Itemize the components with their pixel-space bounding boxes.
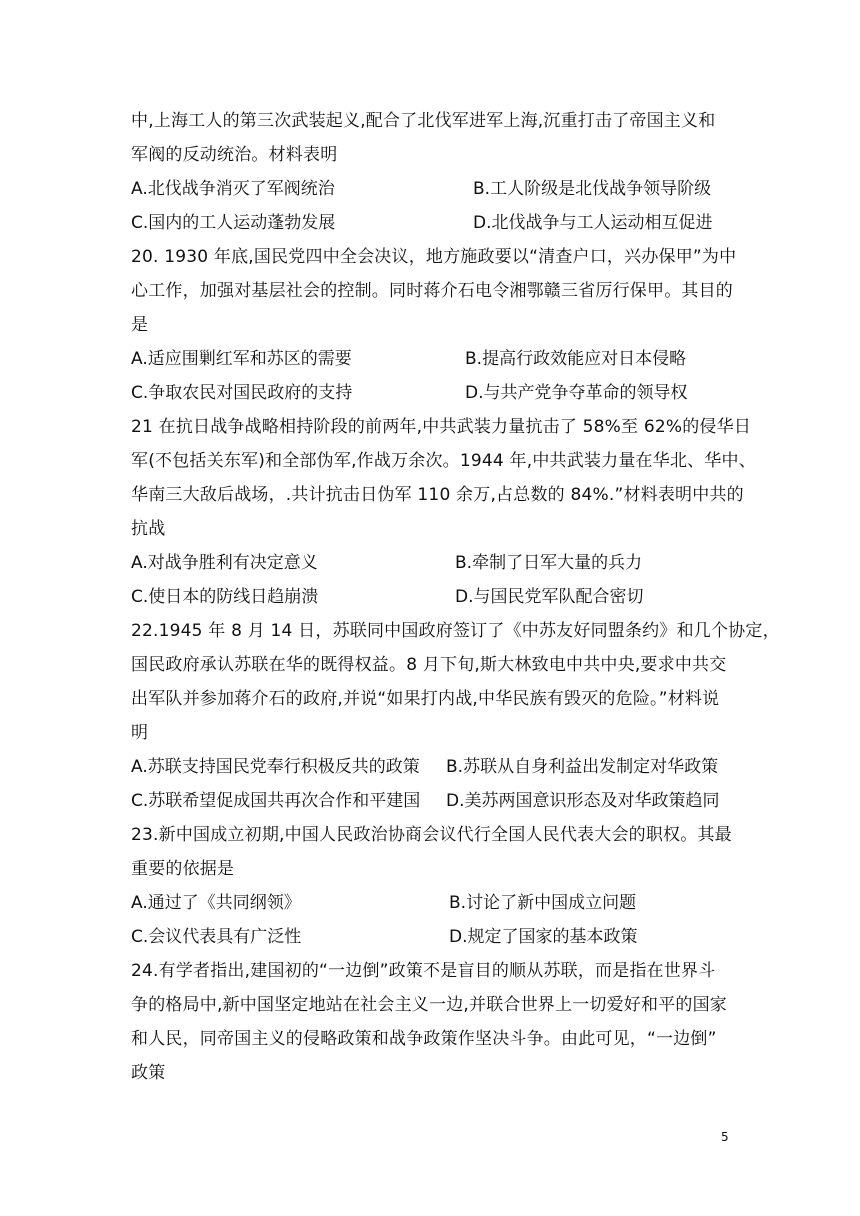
q21-text-line-4: 抗战 [131, 519, 166, 539]
q20-text-line-2: 心工作，加强对基层社会的控制。同时蒋介石电令湘鄂赣三省厉行保甲。其目的 [131, 281, 733, 301]
q19-option-a: A.北伐战争消灭了军阀统治 [131, 179, 335, 199]
q24-text-line-4: 政策 [131, 1063, 166, 1083]
q23-option-d: D.规定了国家的基本政策 [449, 927, 638, 947]
q21-option-a: A.对战争胜利有决定意义 [131, 553, 318, 573]
q21-text-line-2: 军(不包括关东军)和全部伪军,作战万余次。1944 年,中共武装力量在华北、华中、 [131, 451, 756, 471]
q22-text-line-2: 国民政府承认苏联在华的既得权益。8 月下旬,斯大林致电中共中央,要求中共交 [131, 655, 727, 675]
q20-option-a: A.适应围剿红军和苏区的需要 [131, 349, 352, 369]
q20-text-line-3: 是 [131, 315, 149, 335]
q19-text-line-1: 中,上海工人的第三次武装起义,配合了北伐军进军上海,沉重打击了帝国主义和 [131, 111, 716, 131]
page-number: 5 [721, 1130, 729, 1144]
q24-text-line-2: 争的格局中,新中国坚定地站在社会主义一边,并联合世界上一切爱好和平的国家 [131, 995, 728, 1015]
q22-option-d: D.美苏两国意识形态及对华政策趋同 [446, 791, 720, 811]
q22-text-line-3: 出军队并参加蒋介石的政府,并说“如果打内战,中华民族有毁灭的危险。”材料说 [131, 689, 720, 709]
q19-option-d: D.北伐战争与工人运动相互促进 [473, 213, 713, 233]
q22-text-line-1: 22.1945 年 8 月 14 日，苏联同中国政府签订了《中苏友好同盟条约》和几个协定， [131, 621, 780, 641]
q20-text-line-1: 20. 1930 年底,国民党四中全会决议，地方施政要以“清查户口，兴办保甲”为中 [131, 247, 737, 267]
q19-text-line-2: 军阀的反动统治。材料表明 [131, 145, 338, 165]
q19-option-c: C.国内的工人运动蓬勃发展 [131, 213, 336, 233]
q20-option-c: C.争取农民对国民政府的支持 [131, 383, 353, 403]
q23-text-line-2: 重要的依据是 [131, 859, 235, 879]
q21-option-c: C.使日本的防线日趋崩溃 [131, 587, 319, 607]
q24-text-line-1: 24.有学者指出,建国初的“一边倒”政策不是盲目的顺从苏联，而是指在世界斗 [131, 961, 716, 981]
q23-option-c: C.会议代表具有广泛性 [131, 927, 302, 947]
q22-text-line-4: 明 [131, 723, 149, 743]
q20-option-d: D.与共产党争夺革命的领导权 [465, 383, 688, 403]
q19-option-b: B.工人阶级是北伐战争领导阶级 [473, 179, 712, 199]
q22-option-c: C.苏联希望促成国共再次合作和平建国 [131, 791, 421, 811]
q21-text-line-3: 华南三大敌后战场，.共计抗击日伪军 110 余万,占总数的 84%.”材料表明中共的 [131, 485, 744, 505]
q23-option-b: B.讨论了新中国成立问题 [449, 893, 637, 913]
q23-option-a: A.通过了《共同纲领》 [131, 893, 301, 913]
q20-option-b: B.提高行政效能应对日本侵略 [465, 349, 687, 369]
q21-option-d: D.与国民党军队配合密切 [455, 587, 644, 607]
q22-option-b: B.苏联从自身利益出发制定对华政策 [446, 757, 719, 777]
q24-text-line-3: 和人民，同帝国主义的侵略政策和战争政策作坚决斗争。由此可见，“一边倒” [131, 1029, 717, 1049]
q23-text-line-1: 23.新中国成立初期,中国人民政治协商会议代行全国人民代表大会的职权。其最 [131, 825, 732, 845]
q21-option-b: B.牵制了日军大量的兵力 [455, 553, 643, 573]
q22-option-a: A.苏联支持国民党奉行积极反共的政策 [131, 757, 420, 777]
q21-text-line-1: 21 在抗日战争战略相持阶段的前两年,中共武装力量抗击了 58%至 62%的侵华日 [131, 417, 752, 437]
